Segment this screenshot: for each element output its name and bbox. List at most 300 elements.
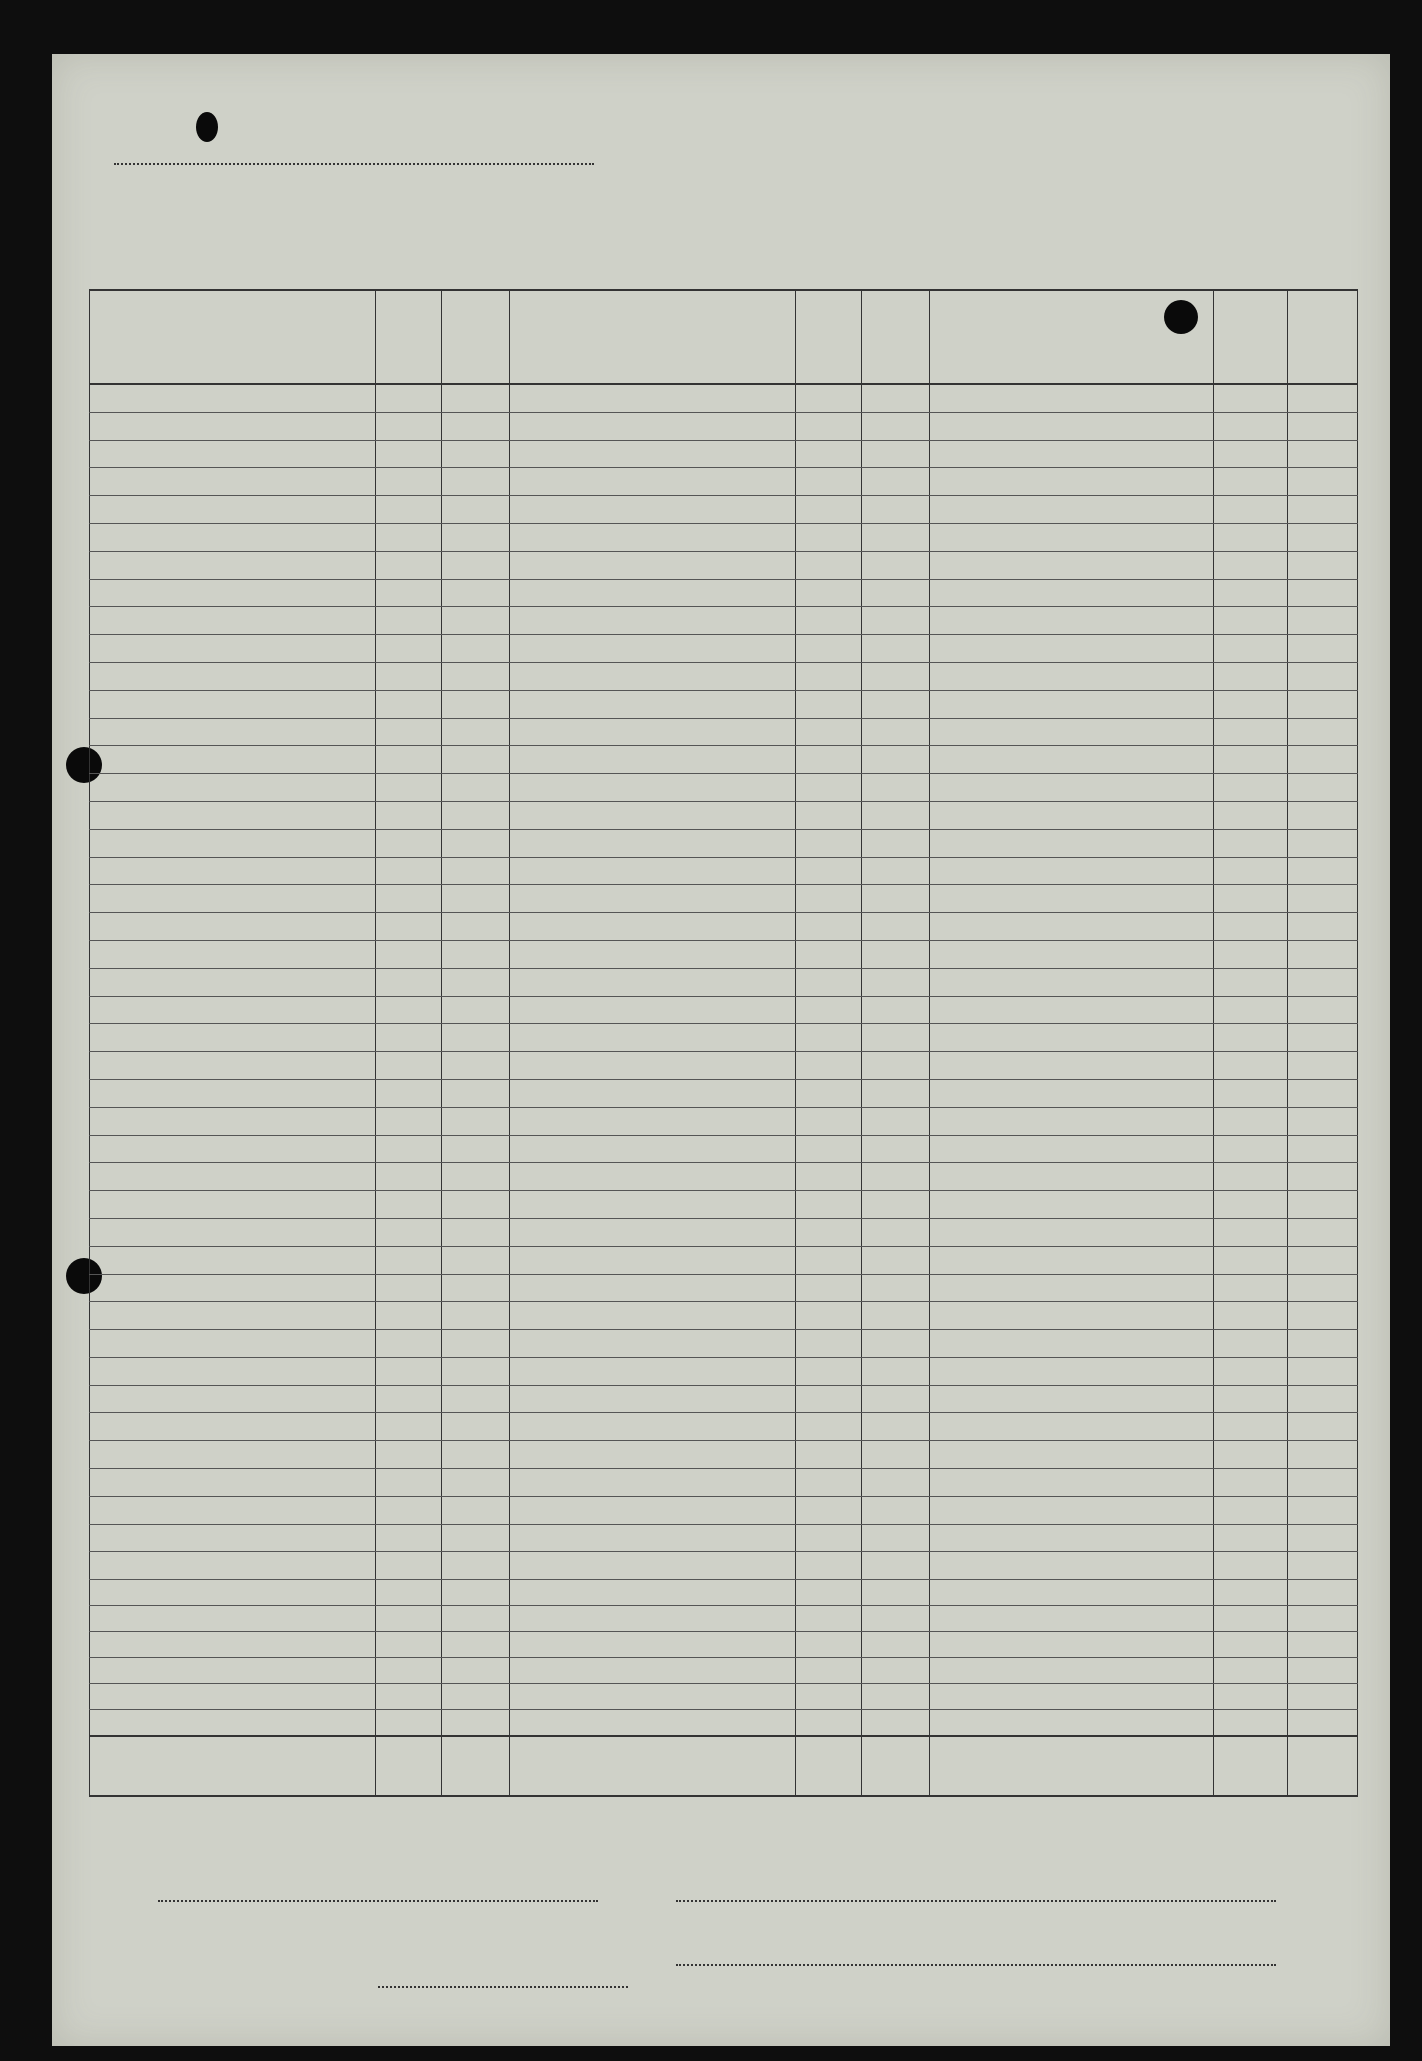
col1-surplus-cell	[376, 718, 442, 746]
col2-surplus-cell	[796, 913, 862, 941]
col2-label-cell	[510, 496, 796, 524]
col3-surplus-cell	[1214, 913, 1288, 941]
col3-label-cell	[930, 1163, 1214, 1191]
table-row	[90, 579, 1358, 607]
col2-surplus-cell	[796, 1107, 862, 1135]
blank-cell	[376, 1606, 442, 1632]
totals-label-cell	[90, 1736, 376, 1796]
col2-label-cell	[510, 440, 796, 468]
col1-surplus-cell	[376, 1413, 442, 1441]
col2-reinf-cell	[862, 718, 930, 746]
blank-cell	[1288, 1710, 1358, 1737]
col3-reinf-cell	[1288, 1524, 1358, 1552]
col3-label-cell	[930, 496, 1214, 524]
table-row	[90, 1330, 1358, 1358]
col2-surplus-cell	[796, 857, 862, 885]
col3-surplus-cell	[1214, 1552, 1288, 1580]
col2-surplus-cell	[796, 1079, 862, 1107]
col1-label-cell	[90, 1024, 376, 1052]
col1-label-cell	[90, 1413, 376, 1441]
non-specialists-hw	[930, 1606, 1214, 1632]
col1-surplus-cell	[376, 635, 442, 663]
col1-surplus-cell	[376, 1274, 442, 1302]
col2-label-cell	[510, 1079, 796, 1107]
col2-surplus-cell	[796, 996, 862, 1024]
blank-cell	[1288, 1658, 1358, 1684]
table-row	[90, 1357, 1358, 1385]
col3-surplus-cell	[1214, 968, 1288, 996]
col3-reinf-cell	[1288, 1191, 1358, 1219]
table-row	[90, 523, 1358, 551]
totals-row	[90, 1736, 1358, 1796]
col3-reinf-cell	[1288, 579, 1358, 607]
col1-surplus-cell	[376, 1524, 442, 1552]
col3-reinf-cell	[1288, 1302, 1358, 1330]
col3-label-cell	[930, 1079, 1214, 1107]
blank-cell	[376, 1658, 442, 1684]
col2-label-cell	[510, 1385, 796, 1413]
col1-label-cell	[90, 1079, 376, 1107]
col1-label-cell	[90, 940, 376, 968]
col1-label-cell	[90, 523, 376, 551]
col2-reinf-cell	[862, 412, 930, 440]
col3-surplus-cell	[1214, 1218, 1288, 1246]
col3-reinf-cell	[1288, 1469, 1358, 1497]
col3-label-cell	[930, 1552, 1214, 1580]
col1-surplus-cell	[376, 1496, 442, 1524]
col2-surplus-cell	[796, 607, 862, 635]
col3-reinf-cell	[1288, 440, 1358, 468]
col2-label-cell	[510, 551, 796, 579]
col3-reinf-cell	[1288, 1552, 1358, 1580]
col1-surplus-cell	[376, 1385, 442, 1413]
col1-reinf-cell	[442, 1218, 510, 1246]
col2-label-cell	[510, 1357, 796, 1385]
col3-reinf-cell	[1288, 1441, 1358, 1469]
col1-label-cell	[90, 774, 376, 802]
table-row	[90, 857, 1358, 885]
table-row	[90, 662, 1358, 690]
col3-surplus-cell	[1214, 857, 1288, 885]
col3-label-cell	[930, 1218, 1214, 1246]
col2-surplus-cell	[796, 412, 862, 440]
col2-surplus-cell	[796, 1385, 862, 1413]
col3-surplus-cell	[1214, 1357, 1288, 1385]
col3-reinf-cell	[1288, 1274, 1358, 1302]
col2-label-cell	[510, 523, 796, 551]
blank-cell	[510, 1684, 796, 1710]
col1-reinf-cell	[442, 412, 510, 440]
col2-reinf-cell	[862, 968, 930, 996]
col2-surplus-cell	[796, 1302, 862, 1330]
table-row	[90, 1246, 1358, 1274]
col1-surplus-cell	[376, 690, 442, 718]
totals-c3-we	[930, 1736, 1214, 1796]
col2-reinf-cell	[862, 1441, 930, 1469]
col1-reinf-cell	[442, 579, 510, 607]
col2-surplus-cell	[796, 1496, 862, 1524]
col2-surplus-cell	[796, 1413, 862, 1441]
col1-label-cell	[90, 551, 376, 579]
totals-c2-reinf	[862, 1736, 930, 1796]
col3-surplus-cell	[1214, 1107, 1288, 1135]
col2-surplus-cell	[796, 1246, 862, 1274]
blank-cell	[930, 1632, 1214, 1658]
col2-label-cell	[510, 1135, 796, 1163]
table-row	[90, 1413, 1358, 1441]
blank-cell	[442, 1710, 510, 1737]
blank-cell	[796, 1606, 862, 1632]
col3-label-cell	[930, 1274, 1214, 1302]
blank-cell	[796, 1632, 862, 1658]
col2-reinf-cell	[862, 662, 930, 690]
blank-cell	[1288, 1632, 1358, 1658]
blank-cell	[90, 1580, 376, 1606]
col1-label-cell	[90, 635, 376, 663]
col3-surplus-cell	[1214, 384, 1288, 412]
col3-label-cell	[930, 384, 1214, 412]
col1-reinf-cell	[442, 746, 510, 774]
col3-label-cell	[930, 440, 1214, 468]
col3-reinf-cell	[1288, 1413, 1358, 1441]
col3-surplus-cell	[1214, 496, 1288, 524]
col2-surplus-cell	[796, 968, 862, 996]
col1-surplus-cell	[376, 1163, 442, 1191]
col2-reinf-cell	[862, 607, 930, 635]
col2-surplus-cell	[796, 718, 862, 746]
col3-reinf-cell	[1288, 1496, 1358, 1524]
col3-reinf-cell	[1288, 1357, 1358, 1385]
col2-label-cell	[510, 857, 796, 885]
col3-surplus-cell	[1214, 468, 1288, 496]
table-row	[90, 1469, 1358, 1497]
col3-surplus-cell	[1214, 635, 1288, 663]
col2-surplus-cell	[796, 496, 862, 524]
col3-label-cell	[930, 1302, 1214, 1330]
col2-label-cell	[510, 662, 796, 690]
col1-surplus-cell	[376, 496, 442, 524]
area-line	[676, 1964, 1276, 1966]
blank-cell	[862, 1606, 930, 1632]
table-row	[90, 1496, 1358, 1524]
col2-surplus-cell	[796, 662, 862, 690]
col2-label-cell	[510, 1274, 796, 1302]
col3-label-cell	[930, 1496, 1214, 1524]
col2-reinf-cell	[862, 1024, 930, 1052]
col2-surplus-cell	[796, 1191, 862, 1219]
col2-reinf-cell	[862, 1413, 930, 1441]
col1-reinf-cell	[442, 1441, 510, 1469]
col2-surplus-cell	[796, 1274, 862, 1302]
table-row	[90, 1135, 1358, 1163]
col1-surplus-cell	[376, 996, 442, 1024]
col1-reinf-cell	[442, 384, 510, 412]
col2-surplus-cell	[796, 1330, 862, 1358]
col2-label-cell	[510, 607, 796, 635]
blank-cell	[376, 1632, 442, 1658]
col1-reinf-cell	[442, 1274, 510, 1302]
col1-surplus-cell	[376, 1441, 442, 1469]
col2-reinf-cell	[862, 496, 930, 524]
col3-reinf-cell	[1288, 1385, 1358, 1413]
col2-label-cell	[510, 940, 796, 968]
col1-surplus-cell	[376, 1052, 442, 1080]
col3-label-cell	[930, 579, 1214, 607]
col1-label-cell	[90, 746, 376, 774]
col3-label-cell	[930, 607, 1214, 635]
col1-surplus-cell	[376, 1024, 442, 1052]
col2-label-cell	[510, 384, 796, 412]
table-row	[90, 774, 1358, 802]
col3-reinf-cell	[1288, 746, 1358, 774]
table-row	[90, 1024, 1358, 1052]
col3-surplus-cell	[1214, 1135, 1288, 1163]
totals-c1-surplus	[376, 1736, 442, 1796]
col1-label-cell	[90, 968, 376, 996]
col3-reinf-cell	[1288, 1107, 1358, 1135]
blank-cell	[510, 1710, 796, 1737]
blank-cell	[442, 1658, 510, 1684]
col2-reinf-cell	[862, 1246, 930, 1274]
col1-surplus-cell	[376, 579, 442, 607]
col2-reinf-cell	[862, 468, 930, 496]
col3-label-cell	[930, 829, 1214, 857]
col1-label-cell	[90, 496, 376, 524]
col1-label-cell	[90, 662, 376, 690]
col1-reinf-cell	[442, 968, 510, 996]
blank-cell	[376, 1580, 442, 1606]
col1-reinf-header	[442, 290, 510, 384]
blank-cell	[90, 1606, 376, 1632]
col2-reinf-cell	[862, 1469, 930, 1497]
col1-reinf-cell	[442, 662, 510, 690]
col3-reinf-cell	[1288, 551, 1358, 579]
col1-reinf-cell	[442, 1330, 510, 1358]
col2-reinf-header	[862, 290, 930, 384]
col2-surplus-cell	[796, 1469, 862, 1497]
table-row	[90, 1385, 1358, 1413]
col1-surplus-cell	[376, 774, 442, 802]
col2-reinf-cell	[862, 1274, 930, 1302]
col1-label-cell	[90, 718, 376, 746]
col3-surplus-cell	[1214, 1274, 1288, 1302]
col3-label-cell	[930, 412, 1214, 440]
blank-cell	[442, 1632, 510, 1658]
blank-cell	[862, 1684, 930, 1710]
col1-reinf-cell	[442, 885, 510, 913]
col1-reinf-cell	[442, 857, 510, 885]
col2-label-cell	[510, 1107, 796, 1135]
col3-label-cell	[930, 885, 1214, 913]
col1-label-cell	[90, 1274, 376, 1302]
col1-label-cell	[90, 1191, 376, 1219]
col1-reinf-cell	[442, 1079, 510, 1107]
col2-reinf-cell	[862, 1385, 930, 1413]
col2-label-cell	[510, 1191, 796, 1219]
table-row	[90, 746, 1358, 774]
col1-reinf-cell	[442, 1357, 510, 1385]
blank-row	[90, 1632, 1358, 1658]
col3-label-cell	[930, 968, 1214, 996]
col1-reinf-cell	[442, 1246, 510, 1274]
col2-reinf-cell	[862, 746, 930, 774]
col3-reinf-cell	[1288, 968, 1358, 996]
col1-label-cell	[90, 1524, 376, 1552]
col3-surplus-cell	[1214, 1524, 1288, 1552]
col1-reinf-cell	[442, 1496, 510, 1524]
col3-label-cell	[930, 718, 1214, 746]
col3-reinf-cell	[1288, 857, 1358, 885]
table-row	[90, 412, 1358, 440]
col2-label-cell	[510, 1496, 796, 1524]
col3-reinf-cell	[1288, 885, 1358, 913]
col3-surplus-cell	[1214, 1191, 1288, 1219]
col3-reinf-cell	[1288, 940, 1358, 968]
col3-surplus-cell	[1214, 579, 1288, 607]
col3-surplus-cell	[1214, 1441, 1288, 1469]
col2-surplus-header	[796, 290, 862, 384]
col1-reinf-cell	[442, 468, 510, 496]
col1-surplus-cell	[376, 913, 442, 941]
col3-label-cell	[930, 1052, 1214, 1080]
col1-surplus-cell	[376, 1079, 442, 1107]
col2-reinf-cell	[862, 1079, 930, 1107]
blank-cell	[796, 1684, 862, 1710]
col3-label-cell	[930, 635, 1214, 663]
col3-reinf-cell	[1288, 690, 1358, 718]
col2-label-cell	[510, 690, 796, 718]
col2-surplus-cell	[796, 940, 862, 968]
blank-cell	[796, 1710, 862, 1737]
col3-reinf-cell	[1288, 801, 1358, 829]
col2-reinf-cell	[862, 579, 930, 607]
col1-surplus-cell	[376, 1357, 442, 1385]
blank-cell	[796, 1658, 862, 1684]
col2-label-cell	[510, 412, 796, 440]
col3-reinf-cell	[1288, 496, 1358, 524]
col2-label-cell	[510, 1330, 796, 1358]
col3-reinf-cell	[1288, 1079, 1358, 1107]
col1-reinf-cell	[442, 774, 510, 802]
col3-surplus-cell	[1214, 412, 1288, 440]
col2-label-cell	[510, 1302, 796, 1330]
table-row	[90, 829, 1358, 857]
col3-label-cell	[930, 857, 1214, 885]
col2-surplus-cell	[796, 1052, 862, 1080]
col1-surplus-cell	[376, 746, 442, 774]
col3-label-cell	[930, 1357, 1214, 1385]
col2-reinf-cell	[862, 1218, 930, 1246]
table-row	[90, 1079, 1358, 1107]
blank-row	[90, 1684, 1358, 1710]
col1-surplus-cell	[376, 468, 442, 496]
blank-cell	[930, 1684, 1214, 1710]
table-row	[90, 1191, 1358, 1219]
col3-surplus-cell	[1214, 1469, 1288, 1497]
col1-label-cell	[90, 1218, 376, 1246]
col2-reinf-cell	[862, 857, 930, 885]
col1-reinf-cell	[442, 996, 510, 1024]
col2-reinf-cell	[862, 1330, 930, 1358]
col1-reinf-cell	[442, 1469, 510, 1497]
col1-surplus-cell	[376, 1191, 442, 1219]
despatch-line	[378, 1986, 628, 1988]
col2-surplus-cell	[796, 690, 862, 718]
col2-reinf-cell	[862, 523, 930, 551]
col2-label-cell	[510, 1052, 796, 1080]
table-row	[90, 1441, 1358, 1469]
col1-surplus-cell	[376, 1552, 442, 1580]
col3-reinf-cell	[1288, 1024, 1358, 1052]
col2-surplus-cell	[796, 551, 862, 579]
col1-label-cell	[90, 829, 376, 857]
blank-cell	[510, 1632, 796, 1658]
col3-reinf-cell	[1288, 662, 1358, 690]
col2-surplus-cell	[796, 468, 862, 496]
col3-surplus-cell	[1214, 885, 1288, 913]
col1-label-cell	[90, 384, 376, 412]
col1-surplus-cell	[376, 857, 442, 885]
blank-cell	[90, 1632, 376, 1658]
col2-reinf-cell	[862, 551, 930, 579]
col1-reinf-cell	[442, 940, 510, 968]
col1-surplus-cell	[376, 801, 442, 829]
col3-surplus-cell	[1214, 940, 1288, 968]
col1-reinf-cell	[442, 1052, 510, 1080]
table-row	[90, 940, 1358, 968]
col2-reinf-cell	[862, 690, 930, 718]
col3-surplus-cell	[1214, 523, 1288, 551]
col3-label-cell	[930, 1135, 1214, 1163]
totals-c1-reinf	[442, 1736, 510, 1796]
non-specialists-surplus-hw	[1214, 1606, 1288, 1632]
col1-surplus-cell	[376, 1330, 442, 1358]
col2-surplus-cell	[796, 1441, 862, 1469]
col3-label-cell	[930, 1330, 1214, 1358]
col1-label-cell	[90, 1552, 376, 1580]
col3-surplus-cell	[1214, 690, 1288, 718]
col3-label-cell	[930, 1413, 1214, 1441]
col1-detail-header	[90, 290, 376, 384]
col1-label-cell	[90, 1163, 376, 1191]
col3-surplus-cell	[1214, 662, 1288, 690]
col3-reinf-cell	[1288, 607, 1358, 635]
col1-surplus-cell	[376, 1135, 442, 1163]
table-row	[90, 468, 1358, 496]
table-row	[90, 1552, 1358, 1580]
col3-reinf-cell	[1288, 996, 1358, 1024]
col2-label-cell	[510, 913, 796, 941]
blank-cell	[90, 1710, 376, 1737]
col2-label-cell	[510, 829, 796, 857]
col3-label-cell	[930, 996, 1214, 1024]
col2-surplus-cell	[796, 1024, 862, 1052]
col1-label-cell	[90, 801, 376, 829]
col3-reinf-cell	[1288, 412, 1358, 440]
col1-reinf-cell	[442, 1552, 510, 1580]
col2-surplus-cell	[796, 746, 862, 774]
col3-label-cell	[930, 1524, 1214, 1552]
col2-surplus-cell	[796, 774, 862, 802]
table-row	[90, 1218, 1358, 1246]
col3-reinf-cell	[1288, 718, 1358, 746]
col1-reinf-cell	[442, 1302, 510, 1330]
col3-label-cell	[930, 774, 1214, 802]
col2-label-cell	[510, 801, 796, 829]
col1-label-cell	[90, 996, 376, 1024]
col2-reinf-cell	[862, 885, 930, 913]
table-row	[90, 384, 1358, 412]
